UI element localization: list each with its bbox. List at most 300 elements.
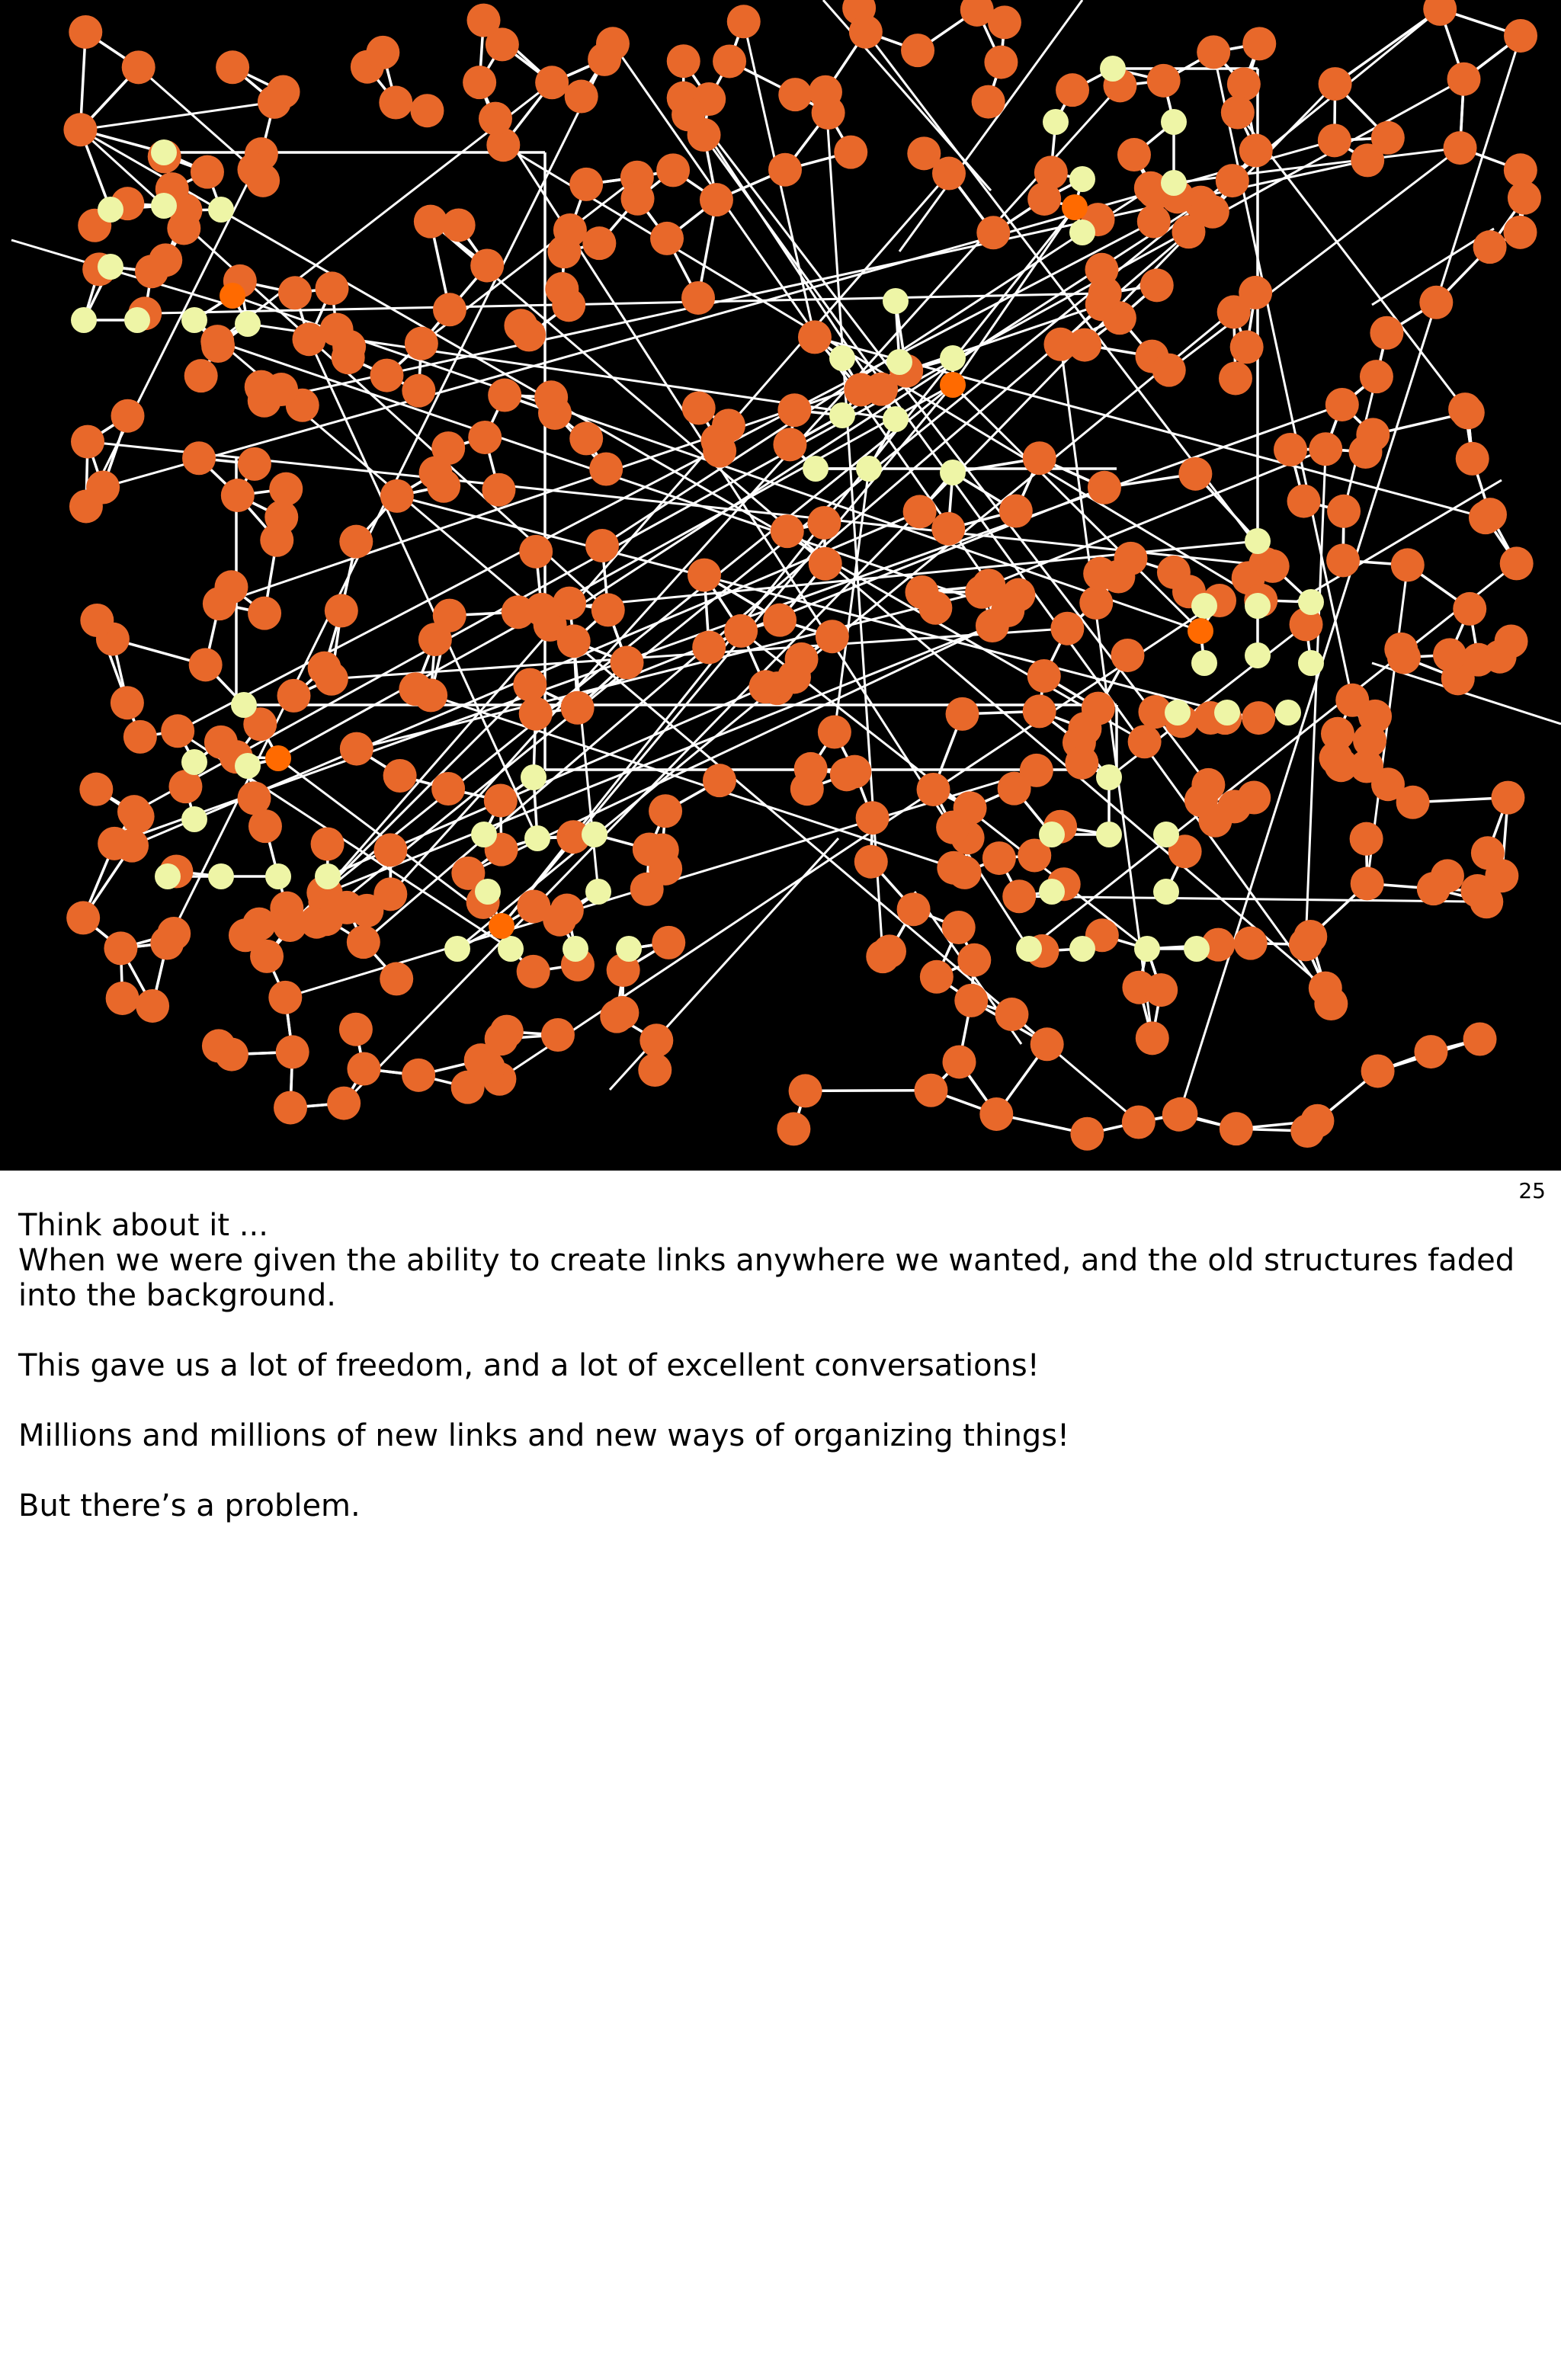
- graph-node: [771, 514, 804, 548]
- graph-node: [1216, 164, 1249, 197]
- graph-node: [763, 604, 797, 637]
- graph-node: [553, 213, 587, 247]
- graph-node: [513, 668, 547, 702]
- graph-node: [700, 183, 733, 216]
- graph-node: [1178, 457, 1212, 491]
- graph-node: [71, 425, 104, 459]
- graph-node: [311, 827, 345, 860]
- graph-node: [1242, 27, 1276, 60]
- graph-node-pale: [1191, 650, 1217, 676]
- graph-node-pale: [181, 749, 207, 775]
- graph-node: [268, 981, 302, 1014]
- graph-node: [649, 794, 682, 828]
- graph-node: [838, 755, 871, 789]
- graph-node: [167, 211, 200, 245]
- graph-node: [1370, 316, 1403, 350]
- graph-node: [1031, 1027, 1064, 1061]
- graph-node: [1447, 62, 1481, 96]
- graph-node-pale: [235, 753, 261, 779]
- graph-node: [1419, 286, 1453, 319]
- graph-node: [1221, 96, 1255, 130]
- graph-node: [942, 1045, 976, 1078]
- graph-node: [545, 272, 579, 306]
- graph-node-pale: [829, 402, 855, 428]
- graph-node: [1027, 182, 1061, 216]
- graph-node-pale: [1165, 700, 1191, 726]
- graph-node: [1417, 872, 1450, 905]
- graph-node: [277, 679, 310, 713]
- graph-node: [278, 276, 312, 309]
- graph-node: [463, 66, 496, 99]
- graph-node-pale: [1096, 764, 1122, 790]
- graph-node-pale: [521, 764, 547, 790]
- graph-node: [519, 697, 553, 731]
- graph-node-pale: [71, 307, 97, 333]
- graph-node: [1360, 360, 1393, 393]
- graph-node: [1256, 549, 1290, 583]
- graph-node-pale: [1161, 109, 1187, 135]
- graph-node-pale: [1016, 936, 1042, 962]
- graph-edge: [1169, 148, 1460, 370]
- graph-node: [122, 50, 155, 84]
- graph-node-pale: [1245, 593, 1271, 619]
- graph-node: [123, 720, 157, 754]
- graph-node: [189, 648, 223, 681]
- graph-node-pale: [883, 406, 909, 432]
- graph-node: [1309, 972, 1342, 1005]
- graph-node: [1056, 73, 1089, 107]
- graph-node: [650, 222, 684, 255]
- graph-node-pale: [98, 254, 123, 280]
- graph-node: [724, 614, 758, 648]
- graph-node: [467, 4, 501, 37]
- graph-node: [1309, 432, 1342, 466]
- notes-line-links: When we were given the ability to create links anywhere we wanted, and the old structures faded into the background.: [18, 1243, 1515, 1313]
- graph-node: [339, 525, 373, 559]
- graph-node: [330, 891, 364, 924]
- graph-edge: [1296, 480, 1502, 602]
- notes-line-freedom: This gave us a lot of freedom, and a lot of excellent conversations!: [18, 1348, 1040, 1383]
- graph-node-pale: [1096, 822, 1122, 847]
- graph-node: [260, 524, 293, 557]
- graph-node: [248, 809, 282, 843]
- graph-node: [111, 686, 144, 719]
- graph-node: [703, 764, 736, 797]
- graph-node: [1082, 692, 1115, 726]
- graph-node-pale: [444, 936, 470, 962]
- graph-node-pale: [883, 288, 909, 314]
- graph-node: [1491, 781, 1524, 815]
- graph-node: [248, 597, 281, 630]
- graph-node: [988, 5, 1021, 39]
- graph-node: [215, 1038, 248, 1071]
- graph-node-pale: [208, 197, 234, 223]
- graph-node: [347, 925, 380, 959]
- graph-node: [557, 624, 591, 658]
- graph-node-pale: [582, 822, 607, 847]
- graph-node: [380, 479, 414, 513]
- graph-node: [778, 78, 812, 111]
- graph-node: [402, 1059, 435, 1092]
- graph-node-pale: [231, 692, 257, 718]
- graph-node: [656, 153, 690, 187]
- graph-node: [1473, 230, 1507, 264]
- graph-node: [777, 393, 811, 427]
- graph-node: [69, 15, 102, 49]
- graph-node: [713, 44, 746, 78]
- graph-node: [561, 691, 595, 725]
- graph-node: [1122, 1105, 1156, 1139]
- graph-node-pale: [1069, 166, 1095, 192]
- graph-node-pale: [1298, 589, 1324, 615]
- graph-node: [798, 320, 832, 354]
- graph-node: [1504, 153, 1537, 187]
- graph-node: [999, 495, 1033, 528]
- graph-node: [276, 1035, 309, 1068]
- graph-node: [1140, 268, 1174, 302]
- graph-node: [1002, 879, 1036, 913]
- graph-node: [972, 569, 1005, 602]
- graph-node: [773, 428, 806, 461]
- graph-node: [1463, 1022, 1497, 1055]
- graph-node: [1144, 973, 1178, 1007]
- graph-node: [1197, 35, 1230, 69]
- graph-node: [1319, 67, 1352, 101]
- graph-node: [794, 752, 828, 786]
- graph-node: [543, 903, 576, 937]
- graph-node: [948, 856, 982, 889]
- graph-node: [111, 399, 145, 433]
- graph-node: [366, 36, 399, 69]
- graph-node: [972, 85, 1005, 119]
- graph-node: [258, 85, 291, 119]
- graph-node: [1327, 495, 1361, 528]
- graph-node: [984, 46, 1018, 79]
- graph-node: [1470, 885, 1503, 918]
- graph-node: [1287, 485, 1321, 518]
- graph-node: [479, 102, 512, 136]
- graph-node: [484, 783, 518, 817]
- graph-node: [1172, 215, 1205, 248]
- graph-node: [274, 1091, 307, 1124]
- graph-node: [873, 934, 906, 968]
- graph-node: [553, 587, 586, 620]
- graph-node-pale: [98, 197, 123, 223]
- graph-node-pale: [151, 193, 177, 219]
- graph-node: [1230, 330, 1264, 364]
- graph-node: [1023, 694, 1056, 728]
- graph-node: [1289, 927, 1322, 961]
- graph-node: [727, 5, 761, 38]
- graph-edge: [278, 385, 953, 758]
- graph-node-pale: [475, 879, 501, 905]
- graph-node: [468, 421, 502, 454]
- graph-node: [1083, 557, 1117, 591]
- graph-node: [688, 559, 721, 592]
- graph-node-pale: [1069, 936, 1095, 962]
- graph-node: [569, 168, 603, 201]
- graph-node: [1027, 659, 1061, 693]
- graph-node: [63, 113, 97, 146]
- graph-node: [1495, 624, 1528, 658]
- graph-node: [327, 1087, 361, 1120]
- graph-node: [621, 182, 655, 216]
- graph-node-pale: [829, 345, 855, 371]
- graph-edge: [1335, 9, 1441, 84]
- graph-node: [611, 645, 644, 679]
- graph-node: [66, 901, 100, 934]
- graph-node: [216, 50, 249, 84]
- graph-node: [1043, 328, 1077, 361]
- page-number: 25: [1518, 1178, 1546, 1203]
- graph-node-pale: [1214, 700, 1240, 726]
- graph-node: [901, 34, 934, 67]
- graph-node-pale: [181, 307, 207, 333]
- graph-node: [1504, 216, 1537, 249]
- graph-node: [1136, 1021, 1169, 1055]
- graph-node: [818, 716, 851, 749]
- graph-node: [1456, 442, 1489, 476]
- graph-node: [1114, 542, 1147, 575]
- graph-node: [379, 86, 412, 120]
- graph-node: [410, 94, 444, 127]
- graph-node: [525, 593, 559, 626]
- graph-node: [946, 697, 979, 731]
- graph-node: [488, 379, 521, 412]
- graph-node: [405, 327, 438, 360]
- graph-node: [182, 441, 216, 475]
- graph-node: [1453, 592, 1486, 626]
- slide-image-network-graph: [0, 0, 1561, 1171]
- graph-node: [370, 359, 403, 392]
- graph-node-pale: [1069, 219, 1095, 245]
- graph-node: [221, 479, 255, 512]
- graph-node: [347, 1052, 380, 1086]
- graph-node: [1085, 253, 1118, 287]
- graph-node: [748, 670, 782, 703]
- graph-node: [1444, 131, 1477, 165]
- graph-node: [79, 773, 113, 806]
- graph-node-pale: [1153, 879, 1179, 905]
- graph-node: [433, 599, 466, 633]
- graph-node-pale: [803, 456, 829, 482]
- graph-node-pale: [265, 863, 291, 889]
- graph-node: [768, 153, 802, 187]
- graph-node: [976, 609, 1009, 642]
- graph-node: [600, 1000, 633, 1033]
- graph-node: [834, 136, 867, 169]
- graph-node: [191, 155, 224, 189]
- graph-node: [585, 529, 619, 562]
- graph-node: [667, 44, 700, 78]
- graph-node: [168, 770, 202, 803]
- graph-node-pale: [1153, 822, 1179, 847]
- graph-node: [106, 982, 139, 1015]
- graph-node: [998, 772, 1031, 806]
- graph-node: [809, 547, 842, 581]
- graph-node-pale: [1298, 650, 1324, 676]
- notes-line-intro: Think about it ...: [18, 1208, 268, 1243]
- graph-node: [340, 732, 373, 766]
- graph-node-pale: [616, 936, 642, 962]
- graph-node: [917, 773, 950, 806]
- graph-node: [905, 575, 938, 609]
- graph-node-pale: [1043, 109, 1069, 135]
- graph-node: [1274, 433, 1307, 466]
- notes-line-problem: But there’s a problem.: [18, 1488, 361, 1523]
- graph-node: [1414, 1035, 1447, 1068]
- graph-node: [1300, 1104, 1334, 1138]
- graph-node: [976, 216, 1010, 249]
- graph-node: [1326, 543, 1360, 577]
- graph-node: [246, 164, 280, 197]
- graph-node: [652, 926, 685, 959]
- notes-line-millions: Millions and millions of new links and new ways of organizing things!: [18, 1418, 1070, 1453]
- graph-node: [942, 911, 976, 944]
- graph-node: [431, 772, 465, 806]
- graph-node: [229, 918, 262, 952]
- graph-node: [1023, 441, 1056, 475]
- graph-node-pale: [315, 863, 341, 889]
- graph-node: [69, 489, 103, 523]
- graph-node: [1128, 725, 1162, 758]
- graph-node: [1358, 700, 1392, 733]
- graph-node: [903, 495, 937, 528]
- graph-node: [914, 1074, 947, 1107]
- graph-node: [373, 833, 407, 866]
- graph-node: [849, 15, 883, 49]
- graph-node: [777, 660, 811, 693]
- graph-node: [470, 248, 504, 282]
- graph-node: [789, 1074, 822, 1107]
- graph-node: [932, 157, 966, 191]
- graph-node: [1117, 138, 1151, 171]
- graph-node: [200, 325, 234, 358]
- graph-node: [856, 801, 889, 834]
- graph-node: [1433, 638, 1466, 671]
- graph-node-pale: [1134, 936, 1160, 962]
- graph-node: [1111, 639, 1144, 672]
- graph-node: [582, 226, 616, 260]
- graph-node-pale: [1275, 700, 1301, 726]
- graph-node: [920, 960, 954, 994]
- graph-node-highlighted: [1062, 194, 1088, 220]
- graph-node: [864, 373, 898, 406]
- graph-node: [1469, 501, 1502, 534]
- graph-node: [402, 374, 435, 408]
- graph-node-pale: [585, 879, 611, 905]
- graph-node: [161, 714, 194, 748]
- graph-node: [339, 1013, 373, 1046]
- graph-node: [954, 984, 988, 1017]
- graph-node: [672, 98, 705, 131]
- graph-node: [464, 1043, 498, 1077]
- graph-node: [1070, 1117, 1104, 1151]
- graph-node-highlighted: [489, 913, 514, 939]
- graph-node: [807, 506, 841, 540]
- graph-node: [1324, 748, 1357, 782]
- graph-node: [419, 456, 453, 489]
- graph-node: [1350, 822, 1383, 856]
- graph-node: [104, 931, 137, 965]
- graph-node: [80, 604, 114, 637]
- graph-node: [1423, 0, 1457, 26]
- graph-node-pale: [208, 863, 234, 889]
- graph-node-pale: [235, 311, 261, 337]
- graph-node: [936, 811, 970, 844]
- graph-node: [541, 1018, 575, 1052]
- graph-node: [1219, 361, 1252, 395]
- graph-node: [269, 472, 303, 506]
- graph-node: [1239, 134, 1273, 168]
- graph-node: [957, 943, 991, 977]
- graph-node: [1050, 612, 1084, 645]
- graph-node: [591, 593, 625, 626]
- graph-node: [565, 80, 598, 114]
- graph-node-pale: [181, 806, 207, 832]
- graph-node-pale: [151, 139, 177, 165]
- graph-node: [1234, 927, 1268, 960]
- graph-node: [638, 1053, 672, 1087]
- graph-node: [931, 512, 965, 546]
- graph-node: [1242, 701, 1275, 735]
- graph-node: [399, 672, 432, 706]
- graph-node: [897, 892, 931, 926]
- graph-node-pale: [124, 307, 150, 333]
- graph-node-pale: [1039, 822, 1065, 847]
- graph-node-pale: [498, 936, 524, 962]
- graph-node: [1361, 1054, 1395, 1087]
- graph-node: [433, 293, 466, 326]
- graph-node: [995, 998, 1028, 1031]
- graph-node-highlighted: [1188, 618, 1213, 644]
- graph-node: [854, 845, 888, 879]
- graph-node: [682, 392, 716, 425]
- graph-node-highlighted: [940, 372, 966, 398]
- graph-node-pale: [940, 345, 966, 371]
- graph-node: [157, 917, 191, 950]
- graph-node: [414, 205, 447, 239]
- graph-node: [777, 1112, 810, 1145]
- graph-node: [633, 832, 666, 866]
- graph-node: [98, 827, 131, 860]
- graph-node: [504, 309, 537, 342]
- graph-node: [149, 243, 182, 277]
- graph-node: [332, 341, 365, 374]
- graph-node: [519, 535, 553, 569]
- graph-node-pale: [1184, 936, 1210, 962]
- graph-node: [1500, 546, 1534, 580]
- graph-node-pale: [563, 936, 588, 962]
- graph-node: [569, 421, 603, 455]
- graph-node: [1448, 392, 1482, 426]
- graph-node: [315, 271, 348, 305]
- graph-node: [214, 570, 248, 604]
- graph-node-pale: [856, 456, 882, 482]
- graph-node: [490, 1015, 524, 1049]
- graph-node: [325, 594, 358, 627]
- graph-node: [1217, 295, 1251, 328]
- graph-node: [535, 66, 569, 99]
- graph-node: [979, 1097, 1013, 1131]
- graph-node: [380, 962, 413, 995]
- graph-node-pale: [1161, 170, 1187, 196]
- graph-node-highlighted: [265, 745, 291, 771]
- graph-node: [816, 620, 849, 653]
- graph-node: [121, 799, 155, 833]
- graph-node: [308, 652, 341, 685]
- graph-node: [982, 841, 1016, 875]
